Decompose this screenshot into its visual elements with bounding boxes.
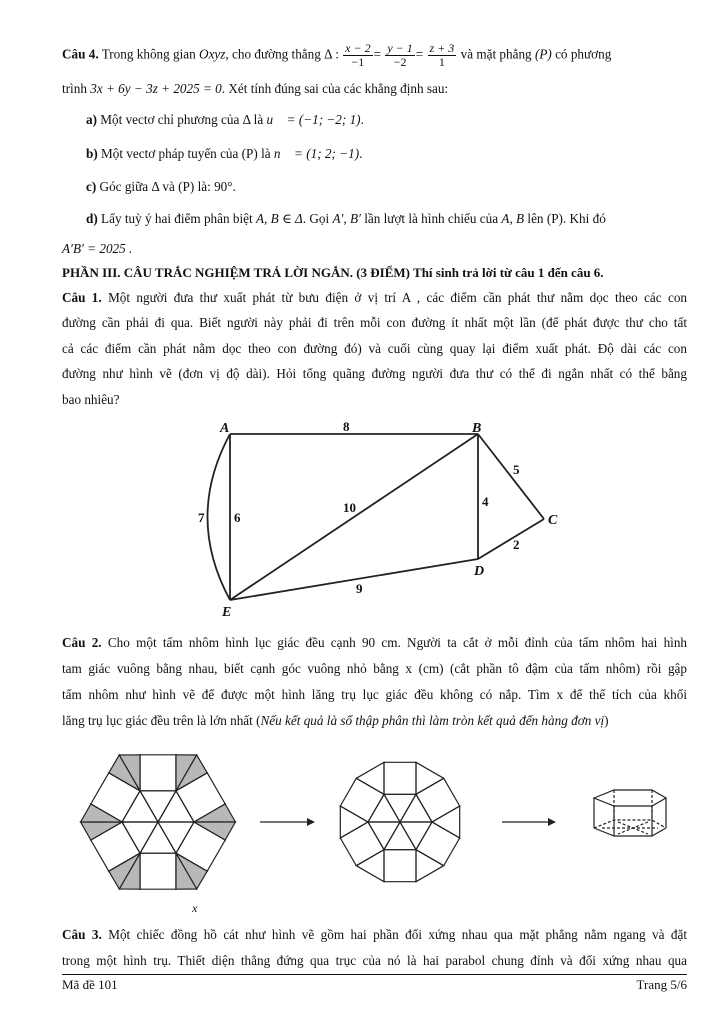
statement-label: b) <box>86 146 98 161</box>
arrow-1 <box>260 818 315 826</box>
inner-triangle <box>384 822 416 850</box>
q4-fraction-y <box>385 42 414 69</box>
edge-cd <box>478 519 544 559</box>
inner-triangle <box>140 791 176 822</box>
q2-line-2: tam giác vuông bằng nhau, biết cạnh góc vuông nhỏ bằng x (cm) (cắt phần tô đậm của tấm nhôm) rồi gập <box>62 661 687 676</box>
q4-equation: 3x + 6y − 3z + 2025 = 0 <box>90 81 222 96</box>
q2-text: lăng trụ lục giác đều trên là lớn nhất ( <box>62 713 261 728</box>
cut-triangle <box>81 822 122 840</box>
side-square <box>340 778 384 822</box>
statement-text: lần lượt là hình chiếu của <box>364 211 499 226</box>
statement-math: n⃗ = (1; 2; −1) <box>273 146 360 161</box>
q3-line-2: trong một hình trụ. Thiết diện thẳng đứng qua trục của nó là hai parabol chung đỉnh và đối xứng nhau qua <box>62 953 687 968</box>
statement-label: d) <box>86 211 98 226</box>
q2-line-4 <box>62 712 687 730</box>
q1-line-3: cả các điểm cần phát nằm dọc theo con đường đó) và cuối cùng quay lại điểm xuất phát. Độ dài các con <box>62 341 687 356</box>
q4-plane: (P) <box>534 46 552 62</box>
inner-triangle <box>140 822 176 853</box>
q4-line-2 <box>62 80 687 98</box>
fraction-numerator: z + 3 <box>429 41 455 55</box>
fraction-denominator: 1 <box>438 55 445 69</box>
q3-label: Câu 3. <box>62 927 102 942</box>
q2-hexagon-figures <box>62 740 702 920</box>
q3-text: Một chiếc đồng hồ cát như hình vẽ gồm hai phần đối xứng nhau qua mặt phẳng nằm ngang và đặt <box>108 927 687 942</box>
q4-statement-c <box>86 178 687 196</box>
q2-line-1 <box>62 634 687 652</box>
fraction-numerator: x − 2 <box>345 41 371 55</box>
weight-ae-straight: 6 <box>234 510 241 525</box>
side-square <box>384 762 416 794</box>
statement-text: Một vectơ pháp tuyến của (P) là <box>101 146 271 161</box>
q4-label: Câu 4. <box>62 46 99 62</box>
statement-text: . <box>232 179 236 194</box>
statement-label: c) <box>86 179 97 194</box>
node-c-label: C <box>548 513 558 528</box>
inner-triangle <box>400 822 432 850</box>
corner-triangle <box>416 762 444 794</box>
q4-text: . Xét tính đúng sai của các khẳng định sau: <box>221 81 449 96</box>
hexagon-net-cut <box>340 762 459 881</box>
statement-text: . Gọi <box>302 211 330 226</box>
cut-triangle <box>194 804 235 822</box>
q1-text: Một người đưa thư xuất phát từ bưu điện ở vị trí A , các điểm cần phát thư nằm dọc theo các con <box>108 290 688 305</box>
corner-triangle <box>356 762 384 794</box>
statement-math: 90° <box>214 179 233 194</box>
fraction-denominator: −2 <box>393 55 407 69</box>
weight-ab: 8 <box>343 419 350 434</box>
q4-statement-d <box>86 210 687 228</box>
edge-ed <box>230 559 478 600</box>
side-square <box>340 822 384 866</box>
q2-text: Cho một tấm nhôm hình lục giác đều cạnh 90 cm. Người ta cắt ở mỗi đỉnh của tấm nhôm hai hình <box>107 635 688 650</box>
weight-bc: 5 <box>513 462 520 477</box>
q4-text: , cho đường thẳng <box>225 46 321 62</box>
inner-triangle <box>368 794 400 822</box>
q4-fraction-x <box>343 42 372 69</box>
q4-space-name: Oxyz <box>199 46 226 62</box>
inner-triangle <box>384 794 416 822</box>
inner-triangle <box>158 791 194 822</box>
corner-triangle <box>340 806 368 838</box>
inner-triangle <box>368 822 400 850</box>
q1-line-4: đường như hình vẽ (đơn vị độ dài). Hỏi tổng quãng đường người đưa thư có thể đi ngắn nhất có thể bằng <box>62 366 687 381</box>
q4-delta: Δ : <box>324 46 339 62</box>
node-d-label: D <box>474 564 485 579</box>
q4-line-1: Câu 4. Trong không gian Oxyz, cho đường thẳng Δ : $\frac{x - 2}{-1}$ = $\frac{y - 1}{-2}$ = $\frac{z + 3}{1}$ và mặt phẳng (P) có phương <box>62 41 612 69</box>
weight-be: 10 <box>343 500 356 515</box>
q1-line-5: bao nhiêu? <box>62 392 120 407</box>
statement-math: A, B ∈ Δ <box>255 211 303 226</box>
cut-triangle <box>194 822 235 840</box>
statement-label: a) <box>86 112 97 127</box>
inner-triangle <box>122 791 158 822</box>
q4-text: và mặt phẳng <box>460 46 532 62</box>
hexagonal-prism <box>594 790 666 836</box>
corner-triangle <box>432 806 460 838</box>
statement-math: u⃗ = (−1; −2; 1) <box>266 112 361 127</box>
q2-text: ) <box>604 713 609 728</box>
page-number: Trang 5/6 <box>636 977 687 992</box>
weight-ae-arc: 7 <box>198 510 205 525</box>
fraction-numerator: y − 1 <box>387 41 413 55</box>
statement-math: A′, B′ <box>332 211 361 226</box>
statement-math: A, B <box>501 211 525 226</box>
q3-line-1 <box>62 926 687 944</box>
side-square <box>416 822 460 866</box>
weight-bd: 4 <box>482 494 489 509</box>
statement-math: A′B′ = 2025 . <box>62 241 133 256</box>
inner-triangle <box>400 794 432 822</box>
edge-ae-arc <box>208 434 231 600</box>
edge-be <box>230 434 478 600</box>
page-footer <box>62 974 687 993</box>
statement-text: . <box>360 112 364 127</box>
fraction-denominator: −1 <box>351 55 365 69</box>
weight-ed: 9 <box>356 581 363 596</box>
node-e-label: E <box>222 605 232 620</box>
corner-triangle <box>356 850 384 882</box>
q1-line-1 <box>62 289 687 307</box>
side-square <box>140 755 176 791</box>
weight-cd: 2 <box>513 537 520 552</box>
statement-text: Lấy tuỳ ý hai điểm phân biệt <box>101 211 253 226</box>
q4-fraction-z <box>428 42 457 69</box>
q1-line-2: đường cần phải đi qua. Biết người này phải đi trên mỗi con đường ít nhất một lần (để phát được thư cho tất <box>62 315 687 330</box>
hexagon-net-with-cuts <box>81 755 236 889</box>
q2-line-3: tấm nhôm như hình vẽ để được một hình lăng trụ lục giác đều không có nắp. Tìm x để thể tích của khối <box>62 687 687 702</box>
q4-text: trình <box>62 81 87 96</box>
arrow-2 <box>502 818 556 826</box>
q4-statement-d-line-2 <box>62 240 687 258</box>
node-a-label: A <box>220 421 230 436</box>
exam-code: Mã đề 101 <box>62 977 118 992</box>
q1-label: Câu 1. <box>62 290 102 305</box>
statement-text: . <box>359 146 363 161</box>
node-b-label: B <box>472 421 482 436</box>
side-square <box>140 853 176 889</box>
cut-triangle <box>81 804 122 822</box>
side-square <box>384 850 416 882</box>
statement-text: lên (P). Khi đó <box>527 211 606 226</box>
q4-statement-a <box>86 111 687 129</box>
q4-statement-b <box>86 145 687 163</box>
statement-text: Một vectơ chỉ phương của Δ là <box>100 112 264 127</box>
q2-note: Nếu kết quả là số thập phân thì làm tròn kết quả đến hàng đơn vị <box>260 713 605 728</box>
corner-triangle <box>416 850 444 882</box>
x-label: x <box>192 901 198 915</box>
q1-road-graph <box>180 412 580 622</box>
side-square <box>416 778 460 822</box>
q4-text: Trong không gian <box>101 46 196 62</box>
statement-text: Góc giữa Δ và (P) là: <box>99 179 211 194</box>
q4-text: có phương <box>555 46 612 62</box>
q2-label: Câu 2. <box>62 635 102 650</box>
part3-title: PHẦN III. CÂU TRẮC NGHIỆM TRẢ LỜI NGẮN. (3 ĐIỂM) Thí sinh trả lời từ câu 1 đến câu 6. <box>62 265 604 280</box>
inner-triangle <box>158 822 194 853</box>
inner-triangle <box>122 822 158 853</box>
